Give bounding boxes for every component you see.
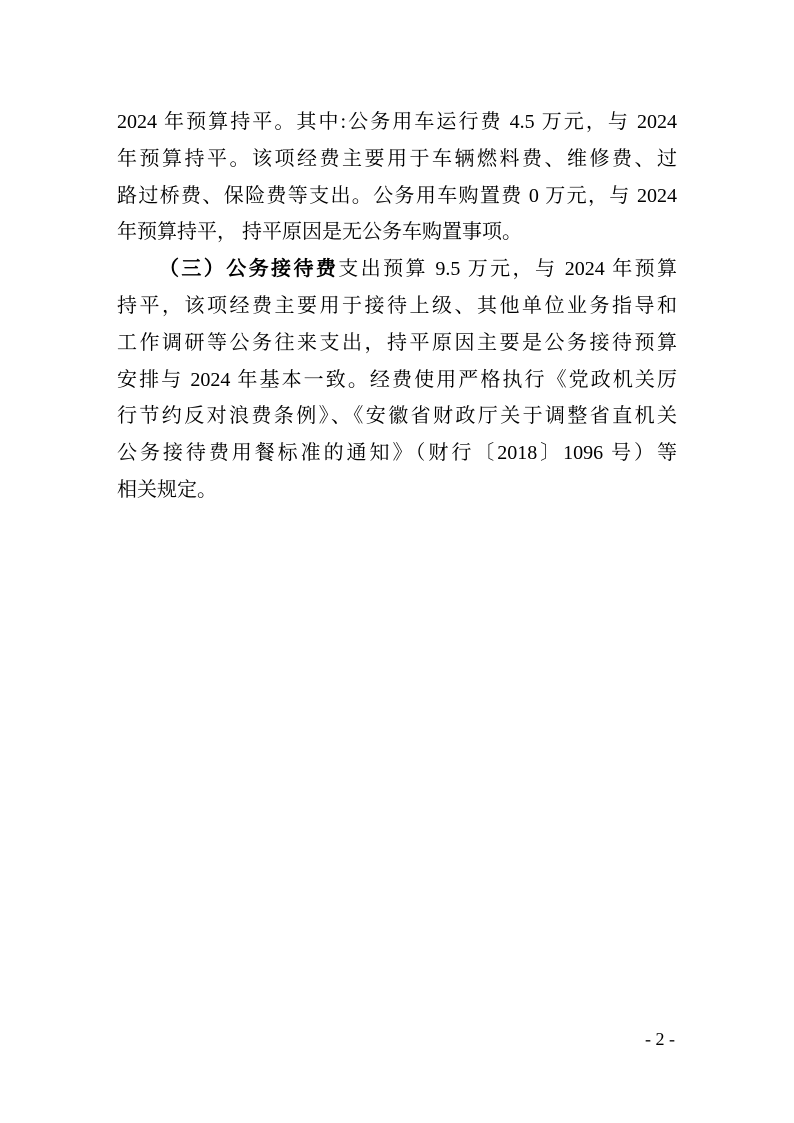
text-segment: 年预算持平， 持平原因是无公务车购置事项。 (117, 221, 522, 244)
text-line (117, 178, 677, 215)
document-body (117, 104, 677, 509)
text-segment: 行节约反对浪费条例》、《安徽省财政厅关于调整省直机关 (117, 405, 677, 428)
text-segment: 公务接待费用餐标准的通知》（财行〔2018〕1096 号）等 (117, 442, 677, 465)
text-segment: 2024 年预算持平。其中:公务用车运行费 4.5 万元，与 2024 (117, 111, 677, 133)
text-segment: 工作调研等公务往来支出，持平原因主要是公务接待预算 (117, 331, 677, 354)
text-segment: 安排与 2024 年基本一致。经费使用严格执行《党政机关厉 (117, 368, 677, 391)
text-segment: 路过桥费、保险费等支出。公务用车购置费 0 万元，与 2024 (117, 184, 677, 207)
text-segment: 相关规定。 (117, 478, 217, 501)
text-line (117, 251, 677, 288)
bold-text-segment: （三）公务接待费 (159, 258, 339, 281)
text-line (117, 288, 677, 325)
text-line (117, 141, 677, 178)
text-line (117, 435, 677, 472)
text-segment: 支出预算 9.5 万元，与 2024 年预算 (338, 258, 677, 281)
text-line (117, 362, 677, 399)
text-line (117, 214, 677, 251)
text-line (117, 472, 677, 509)
text-segment: 持平，该项经费主要用于接待上级、其他单位业务指导和 (117, 294, 677, 317)
text-line (117, 398, 677, 435)
text-segment: 年预算持平。该项经费主要用于车辆燃料费、维修费、过 (117, 147, 677, 170)
text-line (117, 104, 677, 141)
text-line (117, 325, 677, 362)
page-footer (117, 1028, 677, 1050)
page-number: - 2 - (645, 1029, 675, 1049)
